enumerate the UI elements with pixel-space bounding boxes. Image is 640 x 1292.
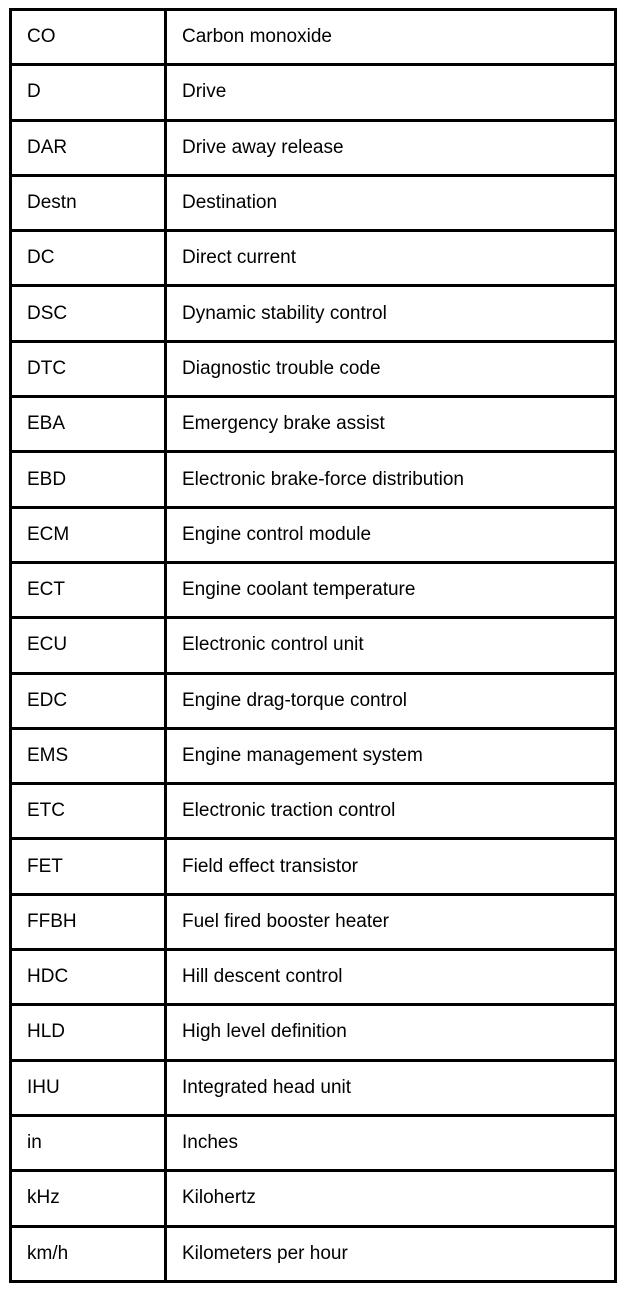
definition-cell: Diagnostic trouble code [182,357,381,379]
table-row [12,840,614,895]
definition-cell: High level definition [182,1021,347,1043]
table-row [12,564,614,619]
table-row [12,785,614,840]
definition-cell: Destination [182,192,278,214]
table-row [12,1062,614,1117]
definition-cell: Engine management system [182,745,423,766]
abbreviation-cell: ECT [12,564,167,616]
abbreviation-cell: EBA [12,398,167,450]
abbreviation-cell: km/h [12,1228,167,1280]
table-row [12,896,614,951]
abbreviation-cell: kHz [12,1172,167,1224]
definition-cell: Direct current [182,247,297,269]
definition-cell: Engine control module [182,523,372,545]
table-row [12,232,614,287]
definition-cell: Electronic traction control [182,800,396,822]
abbreviation-cell: CO [12,11,167,63]
abbreviation-cell: IHU [12,1062,167,1114]
abbreviation-cell: DSC [12,287,167,339]
definition-cell: Engine coolant temperature [182,579,416,601]
definition-cell: Kilohertz [182,1187,256,1209]
table-row [12,1172,614,1227]
definition-cell: Emergency brake assist [182,413,385,435]
table-row [12,1006,614,1061]
table-row [12,343,614,398]
abbreviation-cell: in [12,1117,167,1169]
table-row [12,122,614,177]
abbreviation-cell: EMS [12,730,167,782]
abbreviation-cell: EDC [12,675,167,727]
table-row [12,66,614,121]
table-row [12,619,614,674]
table-row [12,675,614,730]
definition-cell: Inches [182,1132,238,1154]
table-row [12,287,614,342]
abbreviation-cell: FET [12,840,167,892]
abbreviation-cell: DAR [12,122,167,174]
table-row [12,1228,614,1280]
definition-cell: Carbon monoxide [182,26,332,48]
definition-cell: Electronic brake-force distribution [182,468,464,490]
table-row [12,509,614,564]
table-row [12,1117,614,1172]
table-row [12,951,614,1006]
definition-cell: Electronic control unit [182,634,364,656]
abbreviation-cell: DC [12,232,167,284]
table-row [12,11,614,66]
definition-cell: Integrated head unit [182,1076,352,1098]
abbreviation-cell: ETC [12,785,167,837]
abbreviation-table [9,8,617,1283]
table-row [12,398,614,453]
table-row [12,177,614,232]
definition-cell: Drive away release [182,136,344,158]
table-row [12,453,614,508]
abbreviation-cell: ECU [12,619,167,671]
abbreviation-cell: DTC [12,343,167,395]
definition-cell: Fuel fired booster heater [182,910,390,932]
definition-cell: Engine drag-torque control [182,689,407,711]
definition-cell: Drive [182,81,227,103]
abbreviation-cell: EBD [12,453,167,505]
abbreviation-cell: HDC [12,951,167,1003]
abbreviation-cell: HLD [12,1006,167,1058]
abbreviation-cell: ECM [12,509,167,561]
abbreviation-cell: Destn [12,177,167,229]
definition-cell: Dynamic stability control [182,302,387,324]
definition-cell: Hill descent control [182,966,343,988]
definition-cell: Kilometers per hour [182,1242,348,1264]
abbreviation-cell: D [12,66,167,118]
definition-cell: Field effect transistor [182,855,359,877]
table-row [12,730,614,785]
abbreviation-cell: FFBH [12,896,167,948]
